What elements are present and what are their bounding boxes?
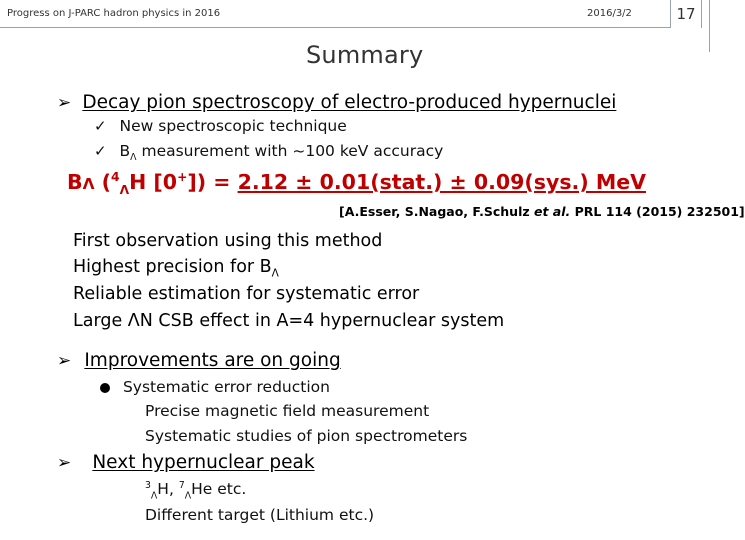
header-date: 2016/3/2 (587, 8, 632, 19)
result-symbol-sub: Λ (82, 175, 95, 193)
check-text: New spectroscopic technique (119, 117, 347, 135)
finding-4: Large ΛN CSB effect in A=4 hypernuclear system (73, 311, 505, 331)
nucleus-text: He etc. (191, 480, 247, 499)
header-divider (0, 27, 670, 28)
result-element: H [0 (129, 170, 178, 194)
arrow-bullet-icon: ➢ (57, 453, 72, 473)
checkmark-icon: ✓ (94, 142, 107, 160)
parity-sup: + (177, 170, 188, 185)
section-heading: Next hypernuclear peak (92, 452, 315, 473)
section-decay-pion (57, 92, 616, 113)
sub-item: Systematic studies of pion spectrometers (145, 427, 468, 445)
result-close: ]) = (187, 170, 238, 194)
bullet-item (100, 378, 330, 396)
reference-authors: [A.Esser, S.Nagao, F.Schulz (339, 204, 534, 219)
lambda-index: Λ (119, 183, 130, 198)
sub-item: Precise magnetic field measurement (145, 402, 430, 420)
lambda-subscript: Λ (130, 152, 137, 164)
section-next-peak (57, 452, 315, 473)
hypernuclei-list (145, 480, 246, 501)
reference-etal: et al. (533, 204, 571, 219)
nucleus-text: H, (157, 480, 179, 499)
mass-number: 3 (145, 480, 151, 491)
finding-2 (73, 257, 279, 280)
mass-number: 4 (111, 170, 120, 185)
reference (339, 204, 745, 219)
binding-energy-symbol: B (119, 142, 131, 160)
target-line: Different target (Lithium etc.) (145, 506, 375, 524)
mass-number: 7 (178, 480, 185, 491)
slide-title: Summary (306, 41, 424, 69)
section-heading: Decay pion spectroscopy of electro-produced hypernuclei (82, 92, 617, 113)
arrow-bullet-icon: ➢ (57, 351, 72, 371)
result-symbol: B (67, 170, 83, 194)
header-divider-right (701, 0, 702, 28)
section-improvements (57, 350, 341, 371)
reference-journal: PRL 114 (2015) 232501] (570, 204, 745, 219)
finding-3: Reliable estimation for systematic error (73, 284, 420, 304)
right-margin-line (709, 0, 710, 52)
finding-1: First observation using this method (73, 231, 383, 251)
check-text: measurement with ~100 keV accuracy (141, 142, 444, 160)
section-heading: Improvements are on going (84, 350, 341, 371)
finding-2-sub: Λ (271, 267, 279, 280)
lambda-index: Λ (150, 490, 158, 502)
result-line (67, 170, 646, 197)
arrow-bullet-icon: ➢ (57, 93, 72, 113)
page-number: 17 (676, 4, 696, 23)
finding-2-text: Highest precision for B (73, 257, 272, 277)
lambda-index: Λ (184, 490, 192, 502)
result-open: ( (94, 170, 112, 194)
result-value: 2.12 ± 0.01(stat.) ± 0.09(sys.) MeV (237, 170, 646, 194)
check-item (94, 142, 443, 163)
bullet-text: Systematic error reduction (122, 378, 330, 396)
check-item (94, 117, 347, 135)
checkmark-icon: ✓ (94, 117, 107, 135)
circle-bullet-icon (100, 383, 110, 393)
header-title: Progress on J-PARC hadron physics in 2016 (7, 8, 221, 19)
